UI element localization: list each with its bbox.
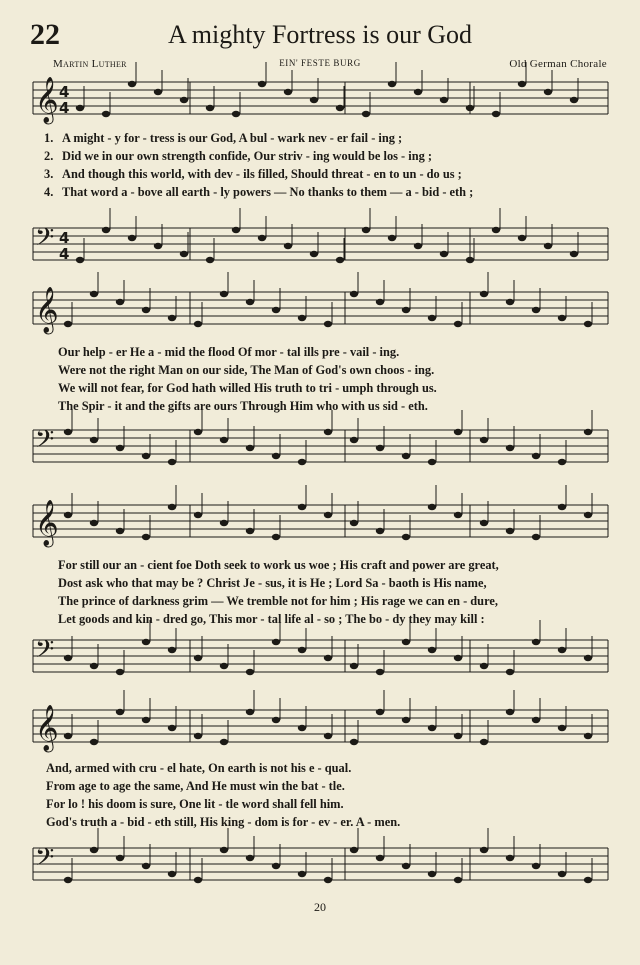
lyric-text: For lo ! his doom is sure, One lit - tle word shall fell him. xyxy=(46,797,344,811)
note-head xyxy=(480,739,488,745)
lyric-line xyxy=(44,165,624,183)
note-head xyxy=(324,429,332,435)
note-head xyxy=(102,111,110,117)
note-head xyxy=(558,647,566,653)
note-head xyxy=(570,97,578,103)
note-head xyxy=(518,235,526,241)
note-head xyxy=(310,251,318,257)
note-head xyxy=(90,437,98,443)
note-head xyxy=(258,81,266,87)
bass-staff xyxy=(33,620,608,675)
note-head xyxy=(362,227,370,233)
note-head xyxy=(168,725,176,731)
note-head xyxy=(246,528,254,534)
note-head xyxy=(454,321,462,327)
note-head xyxy=(90,847,98,853)
note-head xyxy=(532,639,540,645)
note-head xyxy=(428,725,436,731)
note-head xyxy=(298,725,306,731)
note-head xyxy=(428,504,436,510)
note-head xyxy=(584,512,592,518)
note-head xyxy=(402,717,410,723)
verse-number: 3. xyxy=(44,167,54,181)
note-head xyxy=(376,299,384,305)
note-head xyxy=(298,315,306,321)
note-head xyxy=(402,639,410,645)
note-head xyxy=(194,429,202,435)
note-head xyxy=(220,739,228,745)
note-head xyxy=(116,855,124,861)
note-head xyxy=(324,655,332,661)
note-head xyxy=(532,717,540,723)
note-head xyxy=(532,863,540,869)
bass-clef-icon: 𝄢 xyxy=(35,843,55,878)
note-head xyxy=(272,534,280,540)
note-head xyxy=(272,307,280,313)
note-head xyxy=(414,89,422,95)
note-head xyxy=(376,709,384,715)
lyric-line xyxy=(44,147,624,165)
note-head xyxy=(168,459,176,465)
note-head xyxy=(388,81,396,87)
note-head xyxy=(492,111,500,117)
note-head xyxy=(206,257,214,263)
note-head xyxy=(90,739,98,745)
note-head xyxy=(506,855,514,861)
note-head xyxy=(310,97,318,103)
note-head xyxy=(116,669,124,675)
lyric-text: Let goods and kin - dred go, This mor - tal life al - so ; The bo - dy they may kill : xyxy=(58,612,485,626)
note-head xyxy=(584,655,592,661)
note-head xyxy=(402,863,410,869)
note-head xyxy=(480,520,488,526)
note-head xyxy=(506,709,514,715)
note-head xyxy=(402,307,410,313)
note-head xyxy=(466,257,474,263)
note-head xyxy=(298,504,306,510)
note-head xyxy=(128,235,136,241)
note-head xyxy=(558,725,566,731)
lyrics-system-4 xyxy=(46,759,626,831)
note-head xyxy=(284,89,292,95)
note-head xyxy=(492,227,500,233)
lyric-text: The prince of darkness grim — We tremble not for him ; His rage we can en - dure, xyxy=(58,594,498,608)
note-head xyxy=(232,227,240,233)
note-head xyxy=(206,105,214,111)
lyric-text: God's truth a - bid - eth still, His king - dom is for - ev - er. A - men. xyxy=(46,815,401,829)
note-head xyxy=(76,257,84,263)
hymn-title: A mighty Fortress is our God xyxy=(167,20,473,49)
note-head xyxy=(64,655,72,661)
note-head xyxy=(532,453,540,459)
note-head xyxy=(506,445,514,451)
note-head xyxy=(324,733,332,739)
note-head xyxy=(142,639,150,645)
note-head xyxy=(440,97,448,103)
note-head xyxy=(350,291,358,297)
lyric-text: Did we in our own strength confide, Our striv - ing would be los - ing ; xyxy=(62,149,433,163)
note-head xyxy=(64,877,72,883)
note-head xyxy=(376,669,384,675)
note-head xyxy=(272,639,280,645)
lyric-text: For still our an - cient foe Doth seek to work us woe ; His craft and power are great, xyxy=(58,558,499,572)
note-head xyxy=(480,437,488,443)
note-head xyxy=(116,445,124,451)
hymn-number: 22 xyxy=(30,18,60,51)
note-head xyxy=(142,453,150,459)
note-head xyxy=(414,243,422,249)
treble-staff xyxy=(33,272,608,335)
lyric-line xyxy=(58,343,638,361)
lyric-text: Our help - er He a - mid the flood Of mor - tal ills pre - vail - ing. xyxy=(58,345,400,359)
note-head xyxy=(298,459,306,465)
note-head xyxy=(154,243,162,249)
note-head xyxy=(506,669,514,675)
treble-clef-icon: 𝄞 xyxy=(35,77,59,123)
treble-staff xyxy=(33,62,608,125)
lyric-text: Were not the right Man on our side, The Man of God's own choos - ing. xyxy=(58,363,435,377)
bass-clef-icon: 𝄢 xyxy=(35,635,55,670)
note-head xyxy=(454,877,462,883)
lyric-line xyxy=(46,777,626,795)
note-head xyxy=(350,663,358,669)
lyric-line xyxy=(46,795,626,813)
note-head xyxy=(454,429,462,435)
note-head xyxy=(168,504,176,510)
note-head xyxy=(258,235,266,241)
note-head xyxy=(64,429,72,435)
note-head xyxy=(336,105,344,111)
note-head xyxy=(298,871,306,877)
note-head xyxy=(142,863,150,869)
note-head xyxy=(558,871,566,877)
lyric-line xyxy=(58,397,638,415)
lyric-text: From age to age the same, And He must win the bat - tle. xyxy=(46,779,345,793)
bass-staff xyxy=(33,208,608,263)
lyric-line xyxy=(44,183,624,201)
note-head xyxy=(116,299,124,305)
note-head xyxy=(168,871,176,877)
lyric-line xyxy=(46,759,626,777)
note-head xyxy=(116,709,124,715)
note-head xyxy=(246,709,254,715)
note-head xyxy=(128,81,136,87)
note-head xyxy=(154,89,162,95)
note-head xyxy=(544,89,552,95)
lyric-line xyxy=(44,129,624,147)
author-credit: Martin Luther xyxy=(53,58,127,70)
note-head xyxy=(376,528,384,534)
note-head xyxy=(350,437,358,443)
note-head xyxy=(506,528,514,534)
note-head xyxy=(584,429,592,435)
note-head xyxy=(116,528,124,534)
note-head xyxy=(90,291,98,297)
note-head xyxy=(76,105,84,111)
note-head xyxy=(220,437,228,443)
verse-number: 2. xyxy=(44,149,54,163)
note-head xyxy=(194,655,202,661)
note-head xyxy=(532,534,540,540)
lyric-line xyxy=(58,556,638,574)
note-head xyxy=(376,855,384,861)
lyric-text: We will not fear, for God hath willed His truth to tri - umph through us. xyxy=(58,381,437,395)
note-head xyxy=(194,733,202,739)
note-head xyxy=(90,520,98,526)
time-signature-bottom: 4 xyxy=(59,245,70,263)
treble-clef-icon: 𝄞 xyxy=(35,500,59,546)
note-head xyxy=(272,863,280,869)
page-number: 20 xyxy=(314,900,326,914)
note-head xyxy=(544,243,552,249)
note-head xyxy=(518,81,526,87)
lyric-line xyxy=(58,592,638,610)
note-head xyxy=(570,251,578,257)
bass-clef-icon: 𝄢 xyxy=(35,223,55,258)
note-head xyxy=(558,315,566,321)
note-head xyxy=(246,445,254,451)
time-signature-top: 4 xyxy=(59,83,70,101)
treble-staff xyxy=(33,485,608,548)
bass-staff xyxy=(33,828,608,883)
note-head xyxy=(558,459,566,465)
note-head xyxy=(376,445,384,451)
note-head xyxy=(466,105,474,111)
note-head xyxy=(428,871,436,877)
note-head xyxy=(324,877,332,883)
note-head xyxy=(388,235,396,241)
note-head xyxy=(454,655,462,661)
bass-clef-icon: 𝄢 xyxy=(35,425,55,460)
note-head xyxy=(298,647,306,653)
note-head xyxy=(480,847,488,853)
note-head xyxy=(142,534,150,540)
note-head xyxy=(350,847,358,853)
note-head xyxy=(454,733,462,739)
note-head xyxy=(246,299,254,305)
note-head xyxy=(584,877,592,883)
note-head xyxy=(102,227,110,233)
note-head xyxy=(362,111,370,117)
lyric-line xyxy=(46,813,626,831)
note-head xyxy=(350,520,358,526)
note-head xyxy=(90,663,98,669)
lyrics-system-2 xyxy=(58,343,638,415)
note-head xyxy=(532,307,540,313)
tune-source: Old German Chorale xyxy=(509,58,607,70)
note-head xyxy=(246,669,254,675)
note-head xyxy=(272,717,280,723)
note-head xyxy=(350,739,358,745)
note-head xyxy=(428,459,436,465)
note-head xyxy=(142,307,150,313)
note-head xyxy=(584,733,592,739)
verse-number: 1. xyxy=(44,131,54,145)
lyric-text: That word a - bove all earth - ly powers — No thanks to them — a - bid - eth ; xyxy=(62,185,474,199)
lyrics-system-3 xyxy=(58,556,638,628)
bass-staff xyxy=(33,410,608,465)
note-head xyxy=(220,663,228,669)
note-head xyxy=(180,251,188,257)
time-signature-top: 4 xyxy=(59,229,70,247)
note-head xyxy=(220,520,228,526)
note-head xyxy=(558,504,566,510)
note-head xyxy=(64,321,72,327)
note-head xyxy=(480,663,488,669)
note-head xyxy=(220,291,228,297)
lyric-line xyxy=(58,574,638,592)
lyric-text: And though this world, with dev - ils filled, Should threat - en to un - do us ; xyxy=(62,167,462,181)
lyrics-system-1 xyxy=(44,129,624,201)
note-head xyxy=(64,733,72,739)
note-head xyxy=(284,243,292,249)
note-head xyxy=(584,321,592,327)
note-head xyxy=(440,251,448,257)
lyric-text: And, armed with cru - el hate, On earth is not his e - qual. xyxy=(46,761,352,775)
note-head xyxy=(324,512,332,518)
lyric-line xyxy=(58,610,638,628)
note-head xyxy=(506,299,514,305)
lyric-text: The Spir - it and the gifts are ours Through Him who with us sid - eth. xyxy=(58,399,428,413)
lyric-text: A might - y for - tress is our God, A bul - wark nev - er fail - ing ; xyxy=(62,131,403,145)
note-head xyxy=(232,111,240,117)
note-head xyxy=(194,877,202,883)
note-head xyxy=(142,717,150,723)
note-head xyxy=(428,315,436,321)
tune-name: EIN' FESTE BURG xyxy=(279,58,361,68)
note-head xyxy=(194,512,202,518)
note-head xyxy=(246,855,254,861)
verse-number: 4. xyxy=(44,185,54,199)
note-head xyxy=(454,512,462,518)
note-head xyxy=(194,321,202,327)
lyric-line xyxy=(58,379,638,397)
note-head xyxy=(402,453,410,459)
note-head xyxy=(168,315,176,321)
treble-staff xyxy=(33,690,608,753)
lyric-text: Dost ask who that may be ? Christ Je - sus, it is He ; Lord Sa - baoth is His name, xyxy=(58,576,487,590)
treble-clef-icon: 𝄞 xyxy=(35,287,59,333)
treble-clef-icon: 𝄞 xyxy=(35,705,59,751)
note-head xyxy=(480,291,488,297)
note-head xyxy=(324,321,332,327)
note-head xyxy=(428,647,436,653)
lyric-line xyxy=(58,361,638,379)
note-head xyxy=(220,847,228,853)
note-head xyxy=(336,257,344,263)
note-head xyxy=(168,647,176,653)
note-head xyxy=(64,512,72,518)
note-head xyxy=(402,534,410,540)
time-signature-bottom: 4 xyxy=(59,99,70,117)
note-head xyxy=(272,453,280,459)
note-head xyxy=(180,97,188,103)
